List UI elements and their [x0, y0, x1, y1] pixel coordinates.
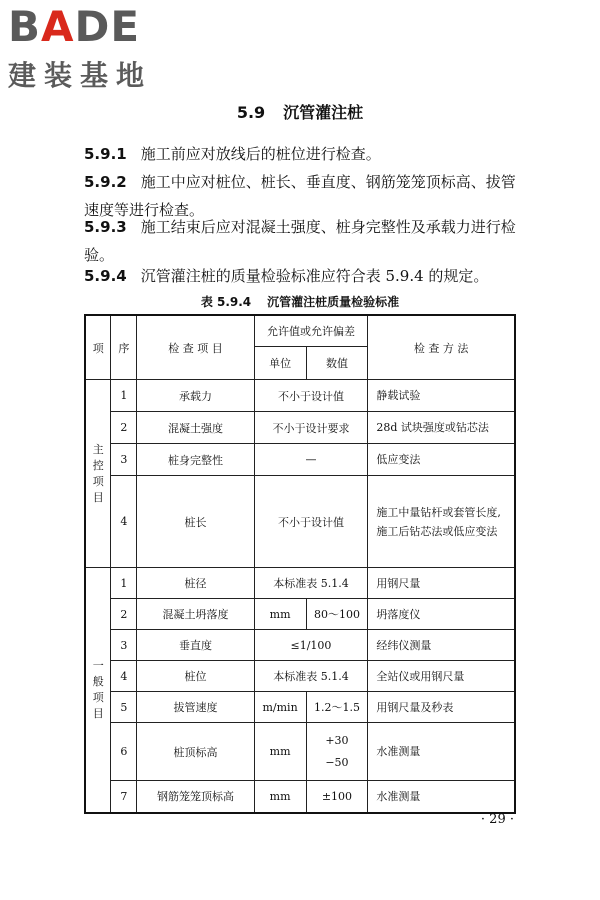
row-item: 桩径: [137, 568, 254, 599]
row-unit: m/min: [254, 692, 306, 723]
table-row: [85, 599, 515, 630]
row-spec: —: [254, 444, 368, 476]
row-spec: 本标准表 5.1.4: [254, 661, 368, 692]
row-value: 1.2～1.5: [306, 692, 368, 723]
header-seq: 序: [111, 315, 137, 380]
row-seq: 3: [111, 444, 137, 476]
section-number: 5.9: [236, 103, 266, 122]
clause-number: 5.9.2: [84, 173, 127, 191]
row-method: 水准测量: [368, 723, 515, 781]
row-method: 用钢尺量及秒表: [368, 692, 515, 723]
value-plus: +30: [325, 733, 349, 747]
row-method: 施工中量钻杆或套管长度,施工后钻芯法或低应变法: [368, 476, 515, 568]
quality-standard-table: [84, 314, 516, 814]
header-item: 项: [85, 315, 111, 380]
clause-5-9-4: [84, 262, 524, 290]
table-row: [85, 476, 515, 568]
header-check-item: 检 查 项 目: [137, 315, 254, 380]
clause-text: 沉管灌注桩的质量检验标准应符合表 5.9.4 的规定。: [140, 267, 489, 285]
row-value: [306, 723, 368, 781]
page-number: · 29 ·: [480, 812, 514, 827]
clause-number: 5.9.4: [84, 267, 127, 285]
clause-number: 5.9.3: [84, 218, 127, 236]
row-value: 80～100: [306, 599, 368, 630]
row-unit: mm: [254, 599, 306, 630]
row-seq: 4: [111, 476, 137, 568]
row-item: 拔管速度: [137, 692, 254, 723]
row-seq: 1: [111, 568, 137, 599]
row-item: 桩身完整性: [137, 444, 254, 476]
row-item: 混凝土坍落度: [137, 599, 254, 630]
table-row: [85, 781, 515, 813]
table-row: [85, 661, 515, 692]
value-minus: −50: [325, 755, 349, 769]
row-seq: 7: [111, 781, 137, 813]
row-method: 28d 试块强度或钻芯法: [368, 412, 515, 444]
row-spec: 不小于设计要求: [254, 412, 368, 444]
section-name: 沉管灌注桩: [283, 103, 364, 122]
row-seq: 5: [111, 692, 137, 723]
table-row: [85, 380, 515, 412]
clause-text: 施工中应对桩位、桩长、垂直度、钢筋笼笼顶标高、拔管速度等进行检查。: [84, 173, 516, 219]
clause-5-9-3: [84, 213, 524, 269]
table-number: 表 5.9.4: [200, 295, 252, 309]
row-item: 承载力: [137, 380, 254, 412]
row-spec: 不小于设计值: [254, 476, 368, 568]
bade-logo: [8, 4, 183, 94]
row-seq: 2: [111, 599, 137, 630]
row-seq: 3: [111, 630, 137, 661]
row-method: 经纬仪测量: [368, 630, 515, 661]
row-item: 桩顶标高: [137, 723, 254, 781]
row-item: 混凝土强度: [137, 412, 254, 444]
row-seq: 4: [111, 661, 137, 692]
clause-5-9-1: [84, 140, 524, 168]
header-value: 数值: [306, 347, 368, 380]
logo-wordmark: BADE: [8, 2, 141, 51]
general-group-label: 一 般 项 目: [85, 568, 111, 813]
table-title: [0, 293, 600, 310]
row-seq: 2: [111, 412, 137, 444]
row-spec: 不小于设计值: [254, 380, 368, 412]
row-spec: 本标准表 5.1.4: [254, 568, 368, 599]
row-method: 水准测量: [368, 781, 515, 813]
row-value: ±100: [306, 781, 368, 813]
table-row: [85, 568, 515, 599]
header-unit: 单位: [254, 347, 306, 380]
row-method: 用钢尺量: [368, 568, 515, 599]
table-name: 沉管灌注桩质量检验标准: [267, 295, 400, 309]
row-unit: mm: [254, 781, 306, 813]
section-title: [0, 100, 600, 123]
row-seq: 6: [111, 723, 137, 781]
table-row: [85, 444, 515, 476]
row-method: 坍落度仪: [368, 599, 515, 630]
row-spec: ≤1/100: [254, 630, 368, 661]
clause-number: 5.9.1: [84, 145, 127, 163]
row-seq: 1: [111, 380, 137, 412]
header-method: 检 查 方 法: [368, 315, 515, 380]
table-header-row: [85, 315, 515, 347]
row-item: 钢筋笼笼顶标高: [137, 781, 254, 813]
clause-text: 施工前应对放线后的桩位进行检查。: [140, 145, 381, 163]
row-item: 桩长: [137, 476, 254, 568]
table-row: [85, 692, 515, 723]
row-method: 全站仪或用钢尺量: [368, 661, 515, 692]
table-row: [85, 412, 515, 444]
row-unit: mm: [254, 723, 306, 781]
header-allowance: 允许值或允许偏差: [254, 315, 368, 347]
logo-chinese-text: 建装基地: [8, 59, 153, 92]
row-item: 垂直度: [137, 630, 254, 661]
table-row: [85, 630, 515, 661]
table-row: [85, 723, 515, 781]
row-method: 低应变法: [368, 444, 515, 476]
row-method: 静载试验: [368, 380, 515, 412]
clause-text: 施工结束后应对混凝土强度、桩身完整性及承载力进行检验。: [84, 218, 516, 264]
main-group-label: 主 控 项 目: [85, 380, 111, 568]
row-item: 桩位: [137, 661, 254, 692]
